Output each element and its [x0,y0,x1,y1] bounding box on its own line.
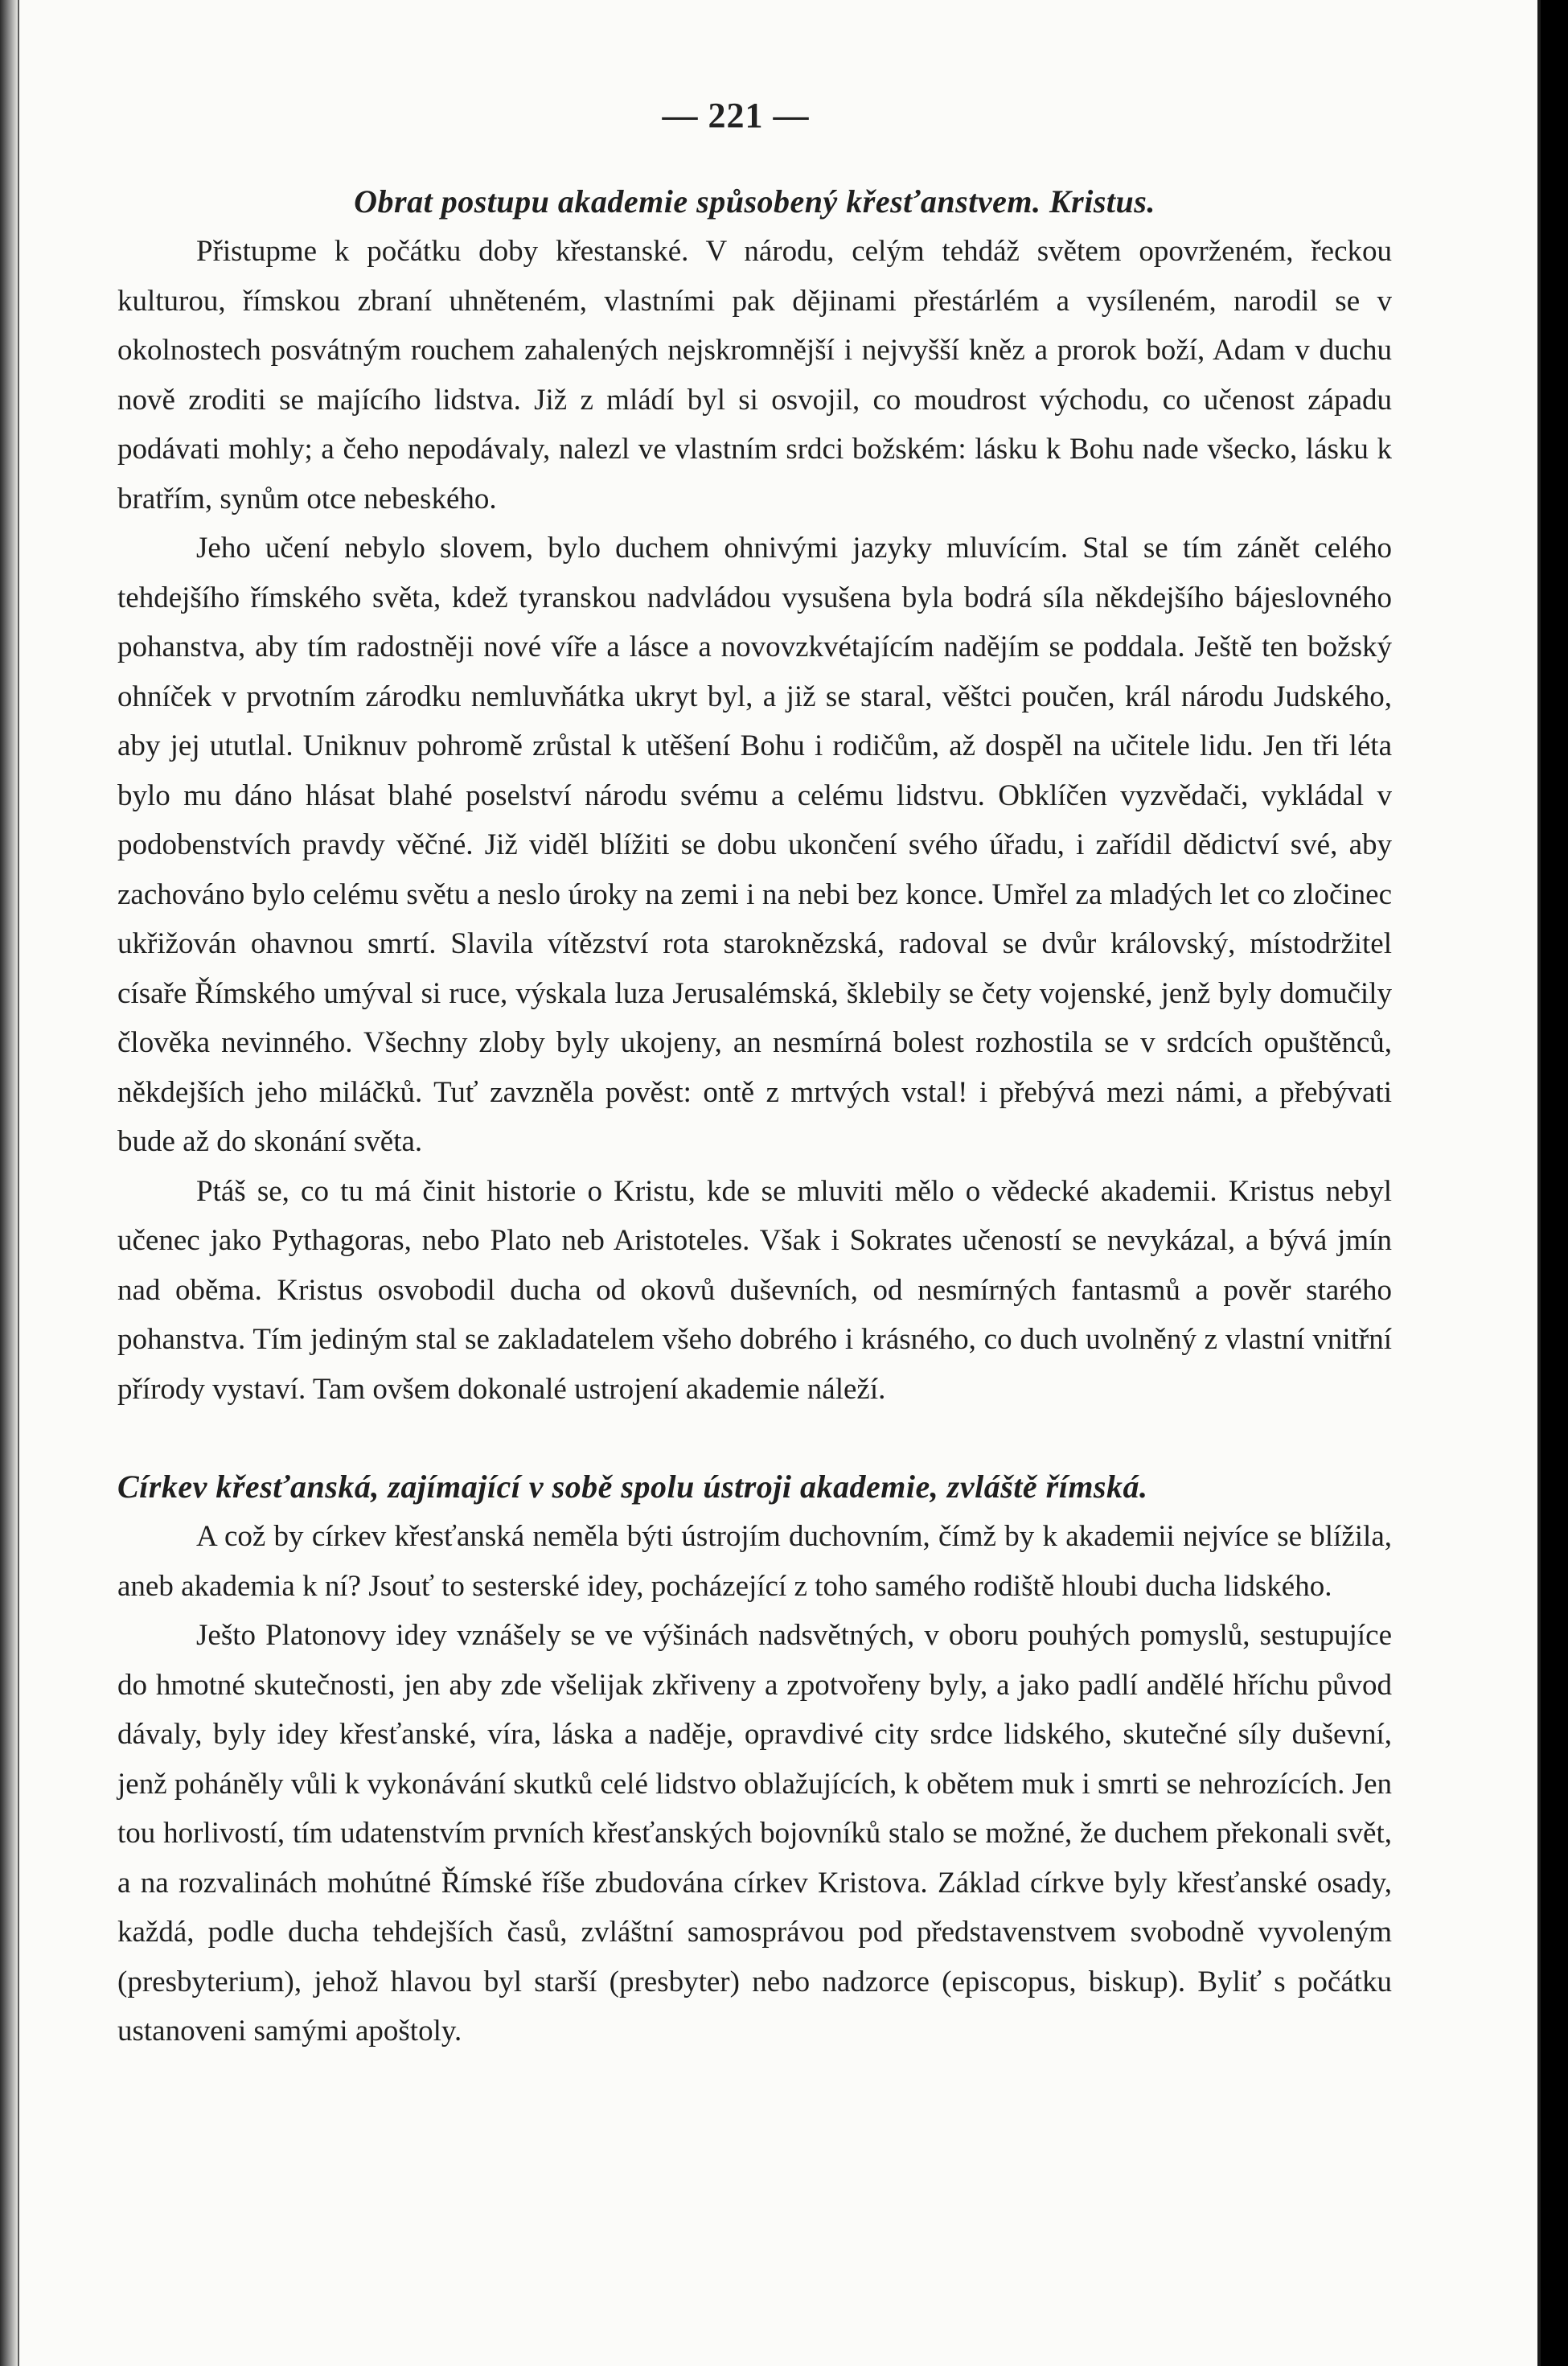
section-heading-kristus: Obrat postupu akademie spůsobený křesťanstvem. Kristus. [354,183,1155,220]
page-text [117,177,1392,2056]
paragraph: Ješto Platonovy idey vznášely se ve výšinách nadsvětných, v oboru pouhých pomyslů, sestupujíce do hmotné skutečnosti, jen aby zde všelijak zkřiveny a zpotvořeny byly, a jako padlí andělé hříchu původ dávaly, byly idey křesťanské, víra, láska a naděje, opravdivé city srdce lidského, skutečné síly duševní, jenž poháněly vůli k vykonávání skutků celé lidstvo oblažujících, k obětem muk i smrti se nehrozících. Jen tou horlivostí, tím udatenstvím prvních křesťanských bojovníků stalo se možné, že duchem překonali svět, a na rozvalinách mohútné Římské říše zbudována církev Kristova. Základ církve byly křesťanské osady, každá, podle ducha tehdejších časů, zvláštní samosprávou pod představenstvem svobodně vyvoleným (presbyterium), jehož hlavou byl starší (presbyter) nebo nadzorce (episcopus, biskup). Byliť s počátku ustanoveni samými apoštoly. [117,1619,1392,2048]
paragraph: Přistupme k počátku doby křestanské. V národu, celým tehdáž světem opovrženém, řeckou kulturou, římskou zbraní uhněteném, vlastními pak dějinami přestárlém a vysíleném, narodil se v okolnostech posvátným rouchem zahalených nejskromnější i nejvyšší kněz a prorok boží, Adam v duchu nově zroditi se majícího lidstva. Již z mládí byl si osvojil, co moudrost východu, co učenost západu podávati mohly; a čeho nepodávaly, nalezl ve vlastním srdci božském: lásku k Bohu nade všecko, lásku k bratřím, synům otce nebeského. [117,235,1392,516]
paragraph: Ptáš se, co tu má činit historie o Kristu, kde se mluviti mělo o vědecké akademii. Kristus nebyl učenec jako Pythagoras, nebo Plato neb Aristoteles. Však i Sokrates učeností se nevykázal, a bývá jmín nad oběma. Kristus osvobodil ducha od okovů duševních, od nesmírných fantasmů a pověr starého pohanstva. Tím jediným stal se zakladatelem všeho dobrého i krásného, co duch uvolněný z vlastní vnitřní přírody vystaví. Tam ovšem dokonalé ustrojení akademie náleží. [117,1174,1392,1406]
scan-border [1541,0,1568,2366]
section-heading-cirkev: Církev křesťanská, zajímající v sobě spolu ústroji akademie, zvláště římská. [117,1468,1148,1505]
paragraph: Jeho učení nebylo slovem, bylo duchem ohnivými jazyky mluvícím. Stal se tím zánět celého tehdejšího římského světa, kdež tyranskou nadvládou vysušena byla bodrá síla někdejšího bájeslovného pohanstva, aby tím radostněji nové víře a lásce a novovzkvétajícím nadějím se poddala. Ještě ten božský ohníček v prvotním zárodku nemluvňátka ukryt byl, a již se staral, věštci poučen, král národu Judského, aby jej ututlal. Uniknuv pohromě zrůstal k utěšení Bohu i rodičům, až dospěl na učitele lidu. Jen tři léta bylo mu dáno hlásat blahé poselství národu svému a celému lidstvu. Obklíčen vyzvědači, vykládal v podobenstvích pravdy věčné. Již viděl blížiti se dobu ukončení svého úřadu, i zařídil dědictví své, aby zachováno bylo celému světu a neslo úroky na zemi i na nebi bez konce. Umřel za mladých let co zločinec ukřižován ohavnou smrtí. Slavila vítězství rota staroknězská, radoval se dvůr královský, místodržitel císaře Římského umýval si ruce, výskala luza Jerusalémská, šklebily se čety vojenské, jenž byly domučily člověka nevinného. Všechny zloby byly ukojeny, an nesmírná bolest rozhostila se v srdcích opuštěnců, někdejších jeho miláčků. Tuť zavzněla pověst: ontě z mrtvých vstal! i přebývá mezi námi, a přebývati bude až do skonání světa. [117,532,1392,1158]
page-binding-edge [18,0,19,2366]
paragraph: A což by církev křesťanská neměla býti ústrojím duchovním, čímž by k akademii nejvíce se blížila, aneb akademia k ní? Jsouť to sesterské idey, pocházející z toho samého rodiště hloubi ducha lidského. [117,1520,1392,1603]
page-number: — 221 — [662,96,810,135]
page-binding-shadow [0,0,18,2366]
